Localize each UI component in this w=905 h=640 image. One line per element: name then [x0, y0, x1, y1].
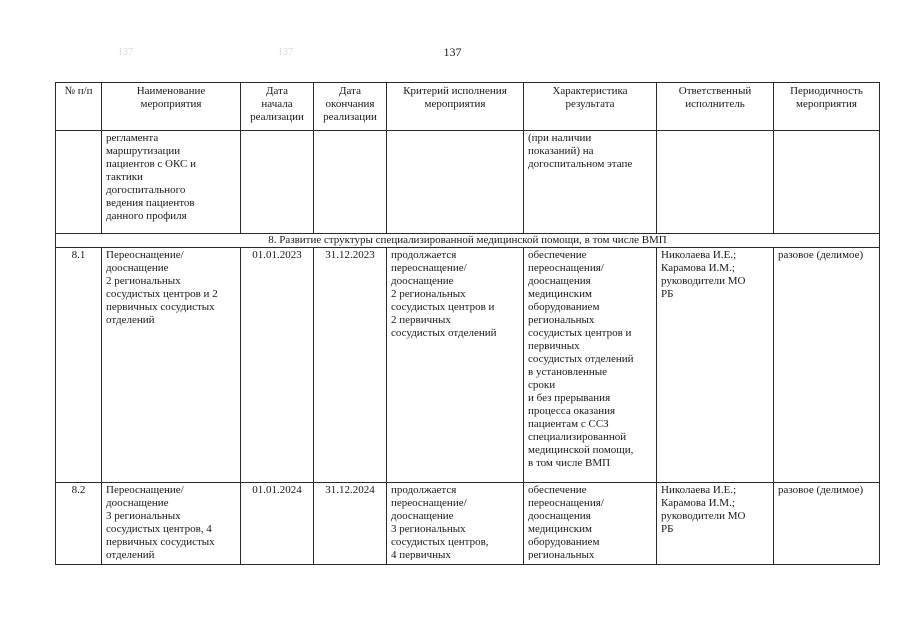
- row-name: Переоснащение/ дооснащение 3 региональных сосудистых центров, 4 первичных сосудистых отделений: [106, 484, 215, 560]
- cont-responsible-cell: [657, 131, 774, 234]
- header-criterion: Критерий исполнения мероприятия: [387, 83, 524, 131]
- row-result: обеспечение переоснащения/ дооснащения медицинским оборудованием региональных: [528, 484, 604, 560]
- cont-name-cell: регламента маршрутизации пациентов с ОКС и тактики догоспитального ведения пациентов данного профиля: [102, 131, 241, 234]
- table-row: [56, 248, 880, 483]
- row-num: 8.2: [56, 483, 102, 565]
- row-result: обеспечение переоснащения/ дооснащения медицинским оборудованием региональных сосудистых центров и первичных сосудистых отделений в установленные сроки и без прерывания процесса оказания пациентам с ССЗ специализированной медицинской помощи, в том числе ВМП: [524, 248, 657, 483]
- header-row: [56, 83, 880, 131]
- header-name: Наименование мероприятия: [102, 83, 241, 131]
- cont-result-cell: (при наличии показаний) на догоспитальном этапе: [524, 131, 657, 234]
- row-end-date: 31.12.2024: [314, 483, 387, 565]
- row-criterion-cell: [387, 483, 524, 565]
- cont-criterion-cell: [387, 131, 524, 234]
- continuation-row: [56, 131, 880, 234]
- row-name-cell: [102, 483, 241, 565]
- header-end-date: Дата окончания реализации: [314, 83, 387, 131]
- cont-start-cell: [241, 131, 314, 234]
- row-start-date: 01.01.2023: [241, 248, 314, 483]
- row-responsible: Николаева И.Е.; Карамова И.М.; руководители МО РБ: [657, 248, 774, 483]
- header-start-date: Дата начала реализации: [241, 83, 314, 131]
- row-periodicity: разовое (делимое): [774, 248, 880, 483]
- header-result: Характеристика результата: [524, 83, 657, 131]
- row-criterion: продолжается переоснащение/ дооснащение 3 региональных сосудистых центров, 4 первичных: [391, 484, 489, 560]
- section-title: 8. Развитие структуры специализированной медицинской помощи, в том числе ВМП: [56, 234, 880, 248]
- section-row: [56, 234, 880, 248]
- measures-table: [55, 82, 880, 565]
- row-name: Переоснащение/ дооснащение 2 региональных сосудистых центров и 2 первичных сосудистых отделений: [102, 248, 241, 483]
- faint-page-mark-1: 137: [118, 47, 133, 58]
- row-responsible: Николаева И.Е.; Карамова И.М.; руководители МО РБ: [657, 483, 774, 565]
- cont-num-cell: [56, 131, 102, 234]
- header-responsible: Ответственный исполнитель: [657, 83, 774, 131]
- row-num: 8.1: [56, 248, 102, 483]
- table-row: [56, 483, 880, 565]
- row-end-date: 31.12.2023: [314, 248, 387, 483]
- row-periodicity: разовое (делимое): [774, 483, 880, 565]
- row-result-cell: [524, 483, 657, 565]
- row-criterion: продолжается переоснащение/ дооснащение 2 региональных сосудистых центров и 2 первичных сосудистых отделений: [387, 248, 524, 483]
- row-start-date: 01.01.2024: [241, 483, 314, 565]
- cont-periodicity-cell: [774, 131, 880, 234]
- header-num: № п/п: [56, 83, 102, 131]
- page-number: 137: [443, 45, 462, 59]
- cont-end-cell: [314, 131, 387, 234]
- faint-page-mark-2: 137: [278, 47, 293, 58]
- header-periodicity: Периодичность мероприятия: [774, 83, 880, 131]
